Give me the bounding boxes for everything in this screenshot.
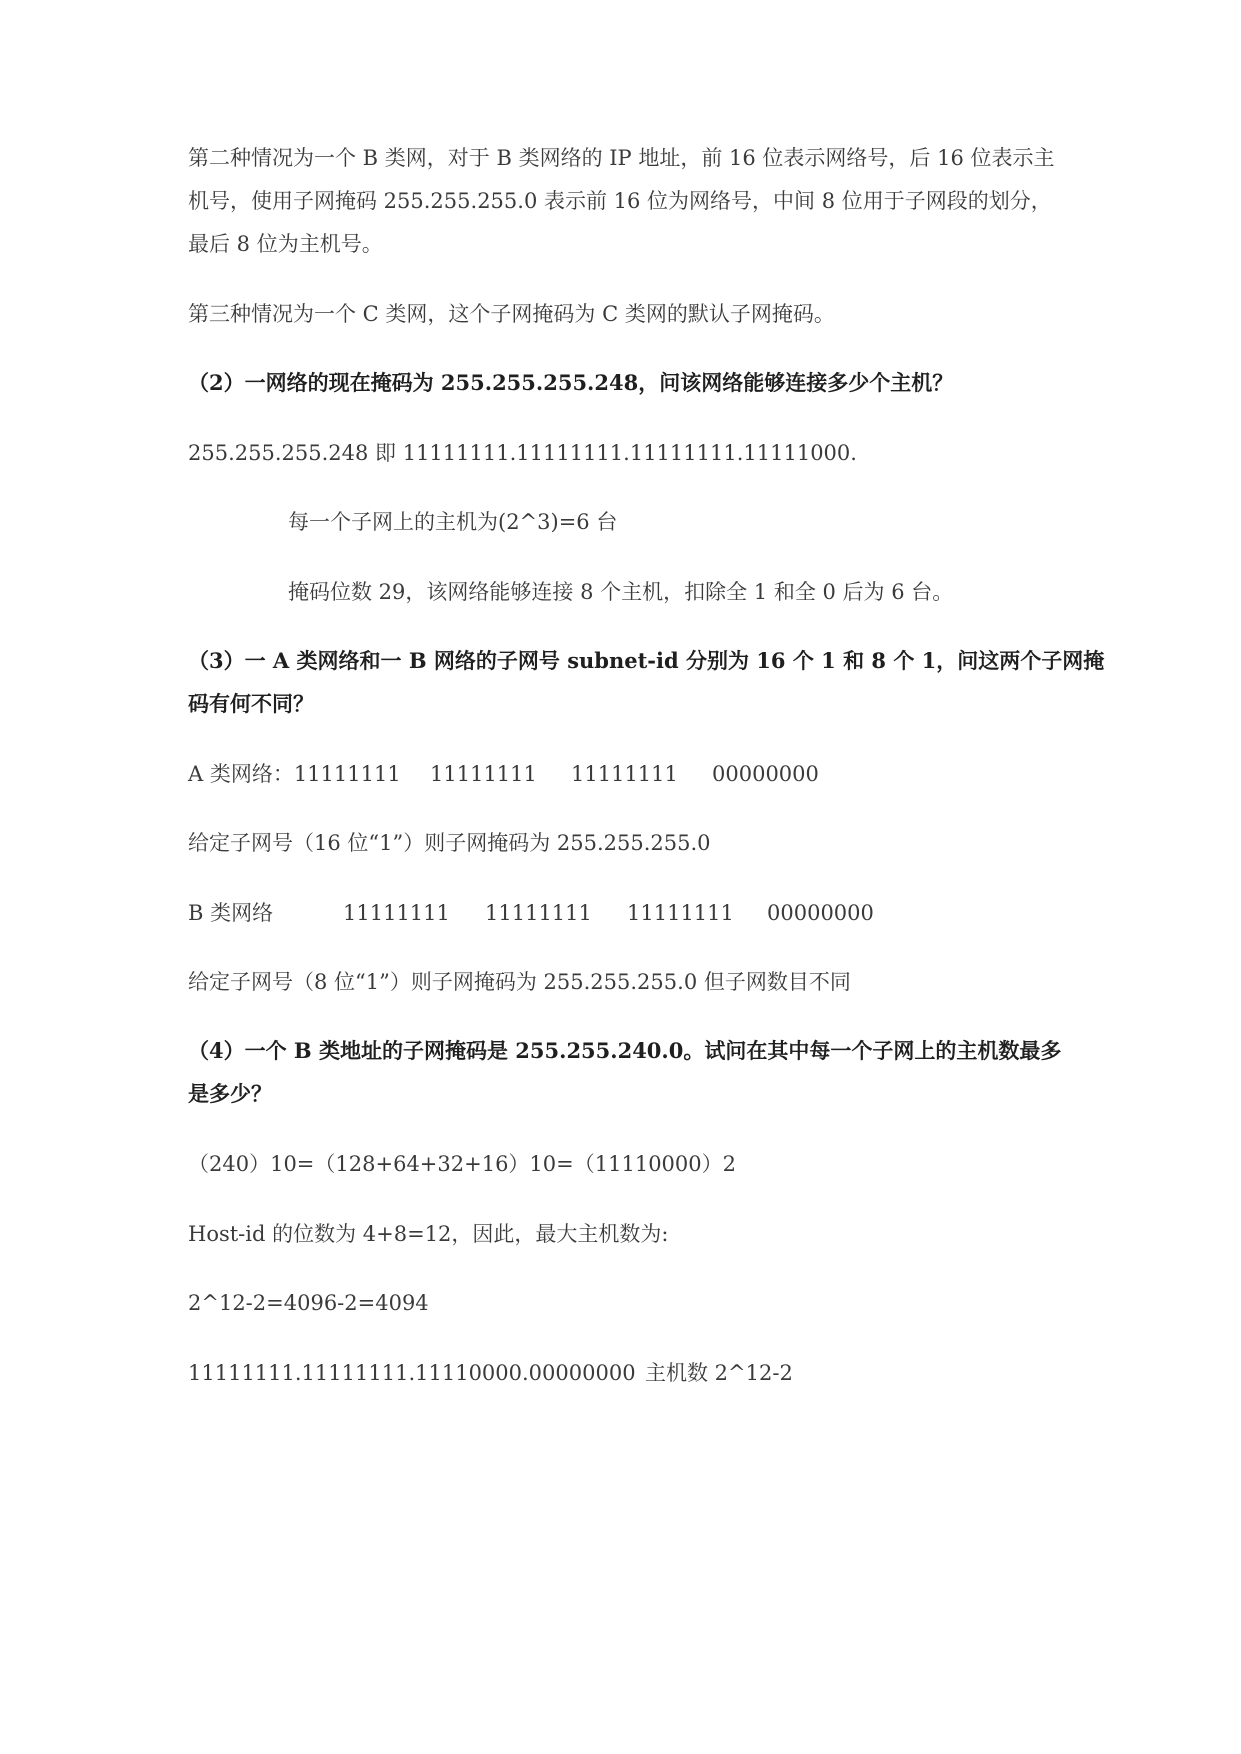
answer-line: 掩码位数 29，该网络能够连接 8 个主机，扣除全 1 和全 0 后为 6 台。: [288, 580, 954, 604]
mask-binary: 11111111.11111111.11110000.00000000: [188, 1361, 636, 1385]
binary-octet: 11111111: [571, 762, 678, 786]
binary-octet: 11111111: [430, 762, 537, 786]
paragraph-line: 最后 8 位为主机号。: [188, 232, 383, 256]
answer-line: Host-id 的位数为 4+8=12，因此，最大主机数为:: [188, 1222, 669, 1246]
question-heading: （3）一 A 类网络和一 B 网络的子网号 subnet-id 分别为 16 个 1 和 8 个 1，问这两个子网掩: [188, 648, 1105, 673]
binary-octet: 00000000: [712, 762, 819, 786]
binary-row-label: A 类网络：11111111: [188, 762, 401, 786]
question-heading: （2）一网络的现在掩码为 255.255.255.248，问该网络能够连接多少个主机？: [188, 370, 954, 395]
answer-line: 给定子网号（16 位“1”）则子网掩码为 255.255.255.0: [188, 831, 711, 855]
binary-octet: 11111111: [343, 901, 450, 925]
binary-octet: 00000000: [767, 901, 874, 925]
binary-row-label: B 类网络: [188, 901, 274, 925]
mask-hosts: 主机数 2^12-2: [645, 1361, 793, 1385]
question-heading: 是多少？: [188, 1081, 272, 1106]
answer-line: 给定子网号（8 位“1”）则子网掩码为 255.255.255.0 但子网数目不同: [188, 970, 851, 994]
answer-line: 255.255.255.248 即 11111111.11111111.11111111.11111000.: [188, 441, 857, 465]
answer-line: 2^12-2=4096-2=4094: [188, 1291, 429, 1315]
paragraph-line: 第二种情况为一个 B 类网，对于 B 类网络的 IP 地址，前 16 位表示网络号，后 16 位表示主: [188, 146, 1055, 170]
question-heading: （4）一个 B 类地址的子网掩码是 255.255.240.0。试问在其中每一个子网上的主机数最多: [188, 1038, 1062, 1063]
paragraph-line: 机号，使用子网掩码 255.255.255.0 表示前 16 位为网络号，中间 8 位用于子网段的划分，: [188, 189, 1052, 213]
binary-octet: 11111111: [627, 901, 734, 925]
question-heading: 码有何不同？: [188, 691, 314, 716]
paragraph-line: 第三种情况为一个 C 类网，这个子网掩码为 C 类网的默认子网掩码。: [188, 302, 835, 326]
answer-line: （240）10=（128+64+32+16）10=（11110000）2: [188, 1152, 736, 1176]
binary-octet: 11111111: [485, 901, 592, 925]
answer-line: 每一个子网上的主机为(2^3)=6 台: [288, 510, 618, 534]
